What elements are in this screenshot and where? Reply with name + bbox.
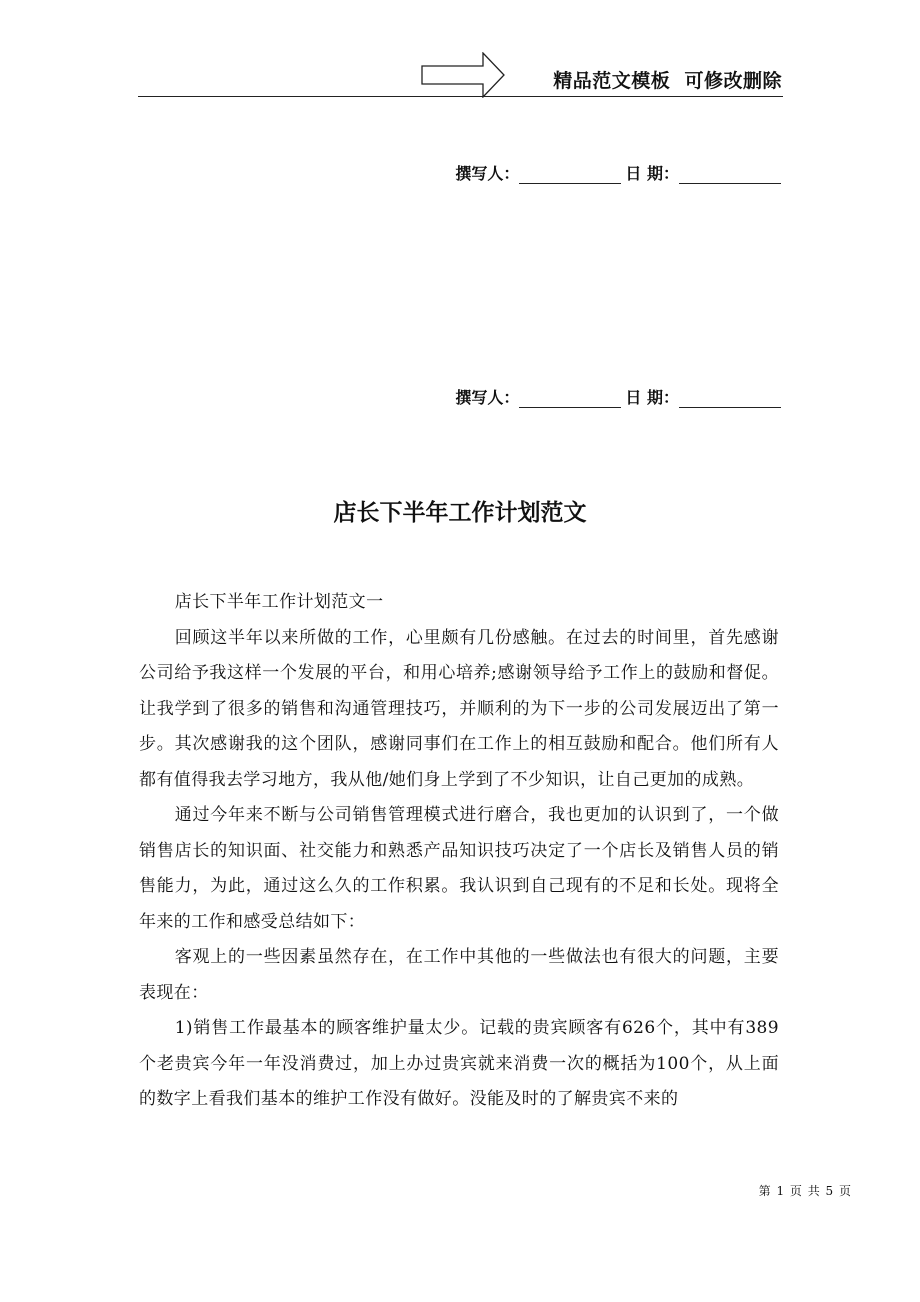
- author-label: 撰写人：: [455, 164, 520, 183]
- template-banner: 精品范文模板 可修改删除: [553, 70, 782, 92]
- date-label: 日 期：: [625, 388, 679, 407]
- author-label: 撰写人：: [455, 388, 520, 407]
- paragraph: 1)销售工作最基本的顾客维护量太少。记载的贵宾顾客有626个，其中有389个老贵宾今年一年没消费过，加上办过贵宾就来消费一次的概括为100个，从上面的数字上看我们基本的维护工作没有做好。没能及时的了解贵宾不来的: [139, 1018, 779, 1109]
- author-blank-field[interactable]: [519, 166, 621, 184]
- document-title: 店长下半年工作计划范文: [333, 500, 587, 526]
- date-blank-field[interactable]: [679, 166, 781, 184]
- page-number: 第 1 页 共 5 页: [758, 1184, 852, 1198]
- author-blank-field[interactable]: [519, 390, 621, 408]
- header-divider: [138, 96, 783, 97]
- document-body: [139, 585, 779, 1118]
- paragraph: 回顾这半年以来所做的工作，心里颇有几份感触。在过去的时间里，首先感谢公司给予我这样一个发展的平台，和用心培养;感谢领导给予工作上的鼓励和督促。让我学到了很多的销售和沟通管理技巧，并顺利的为下一步的公司发展迈出了第一步。其次感谢我的这个团队，感谢同事们在工作上的相互鼓励和配合。他们所有人都有值得我去学习地方，我从他/她们身上学到了不少知识，让自己更加的成熟。: [139, 627, 779, 790]
- paragraph: 通过今年来不断与公司销售管理模式进行磨合，我也更加的认识到了，一个做销售店长的知识面、社交能力和熟悉产品知识技巧决定了一个店长及销售人员的销售能力，为此，通过这么久的工作积累。我认识到自己现有的不足和长处。现将全年来的工作和感受总结如下：: [139, 805, 779, 932]
- right-arrow-outline-icon: [421, 52, 505, 98]
- paragraph: 客观上的一些因素虽然存在，在工作中其他的一些做法也有很大的问题，主要表现在：: [139, 947, 779, 1003]
- date-blank-field[interactable]: [679, 390, 781, 408]
- date-label: 日 期：: [625, 164, 679, 183]
- signature-line: [455, 161, 781, 184]
- paragraph: 店长下半年工作计划范文一: [174, 592, 384, 612]
- signature-line: [455, 385, 781, 408]
